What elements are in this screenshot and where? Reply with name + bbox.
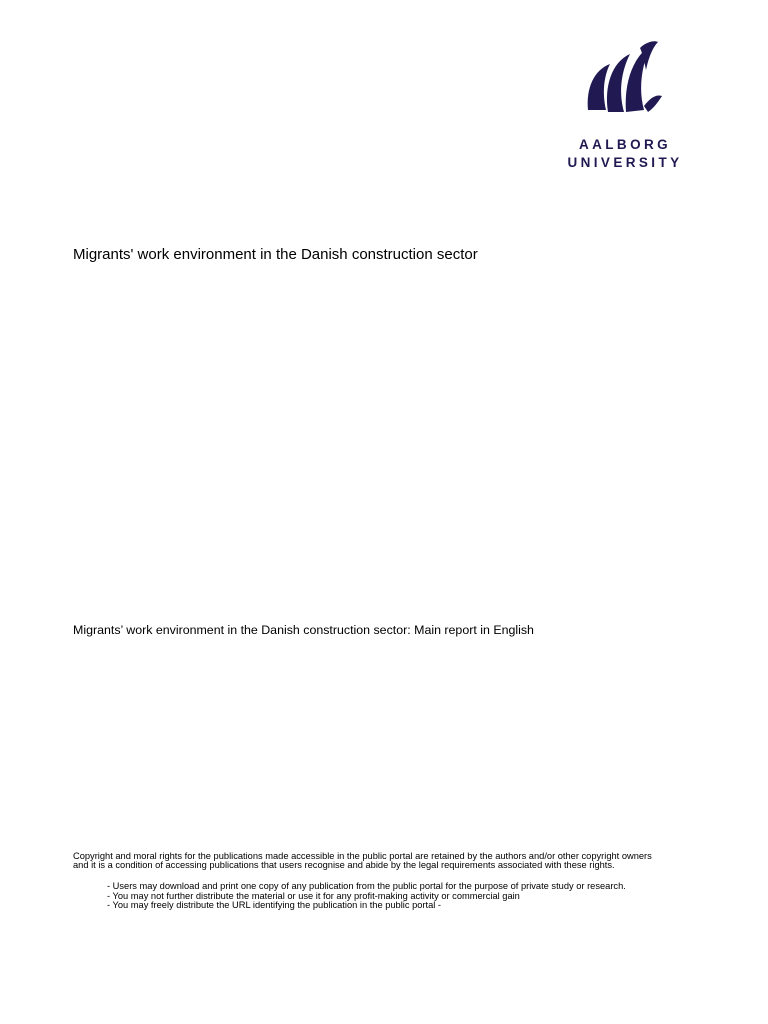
copyright-notice	[73, 852, 733, 871]
document-title: Migrants' work environment in the Danish construction sector	[73, 246, 478, 263]
aalborg-logo-mark-icon	[584, 40, 664, 118]
copyright-line: Copyright and moral rights for the publications made accessible in the public portal are retained by the authors and/or other copyright owners	[73, 851, 652, 861]
usage-rights-item: - You may not further distribute the material or use it for any profit-making activity or commercial gain	[107, 890, 520, 901]
logo-text-aalborg: AALBORG	[578, 137, 672, 152]
aalborg-university-logo	[560, 40, 690, 180]
copyright-line: and it is a condition of accessing publications that users recognise and abide by the legal requirements associated with these rights.	[73, 860, 615, 871]
usage-rights-list	[107, 882, 626, 911]
usage-rights-item: - Users may download and print one copy of any publication from the public portal for the purpose of private study or research.	[107, 881, 626, 891]
usage-rights-item: - You may freely distribute the URL identifying the publication in the public portal -	[107, 900, 442, 911]
document-subtitle: Migrants’ work environment in the Danish construction sector: Main report in English	[73, 623, 534, 637]
logo-text-university: UNIVERSITY	[567, 155, 683, 170]
